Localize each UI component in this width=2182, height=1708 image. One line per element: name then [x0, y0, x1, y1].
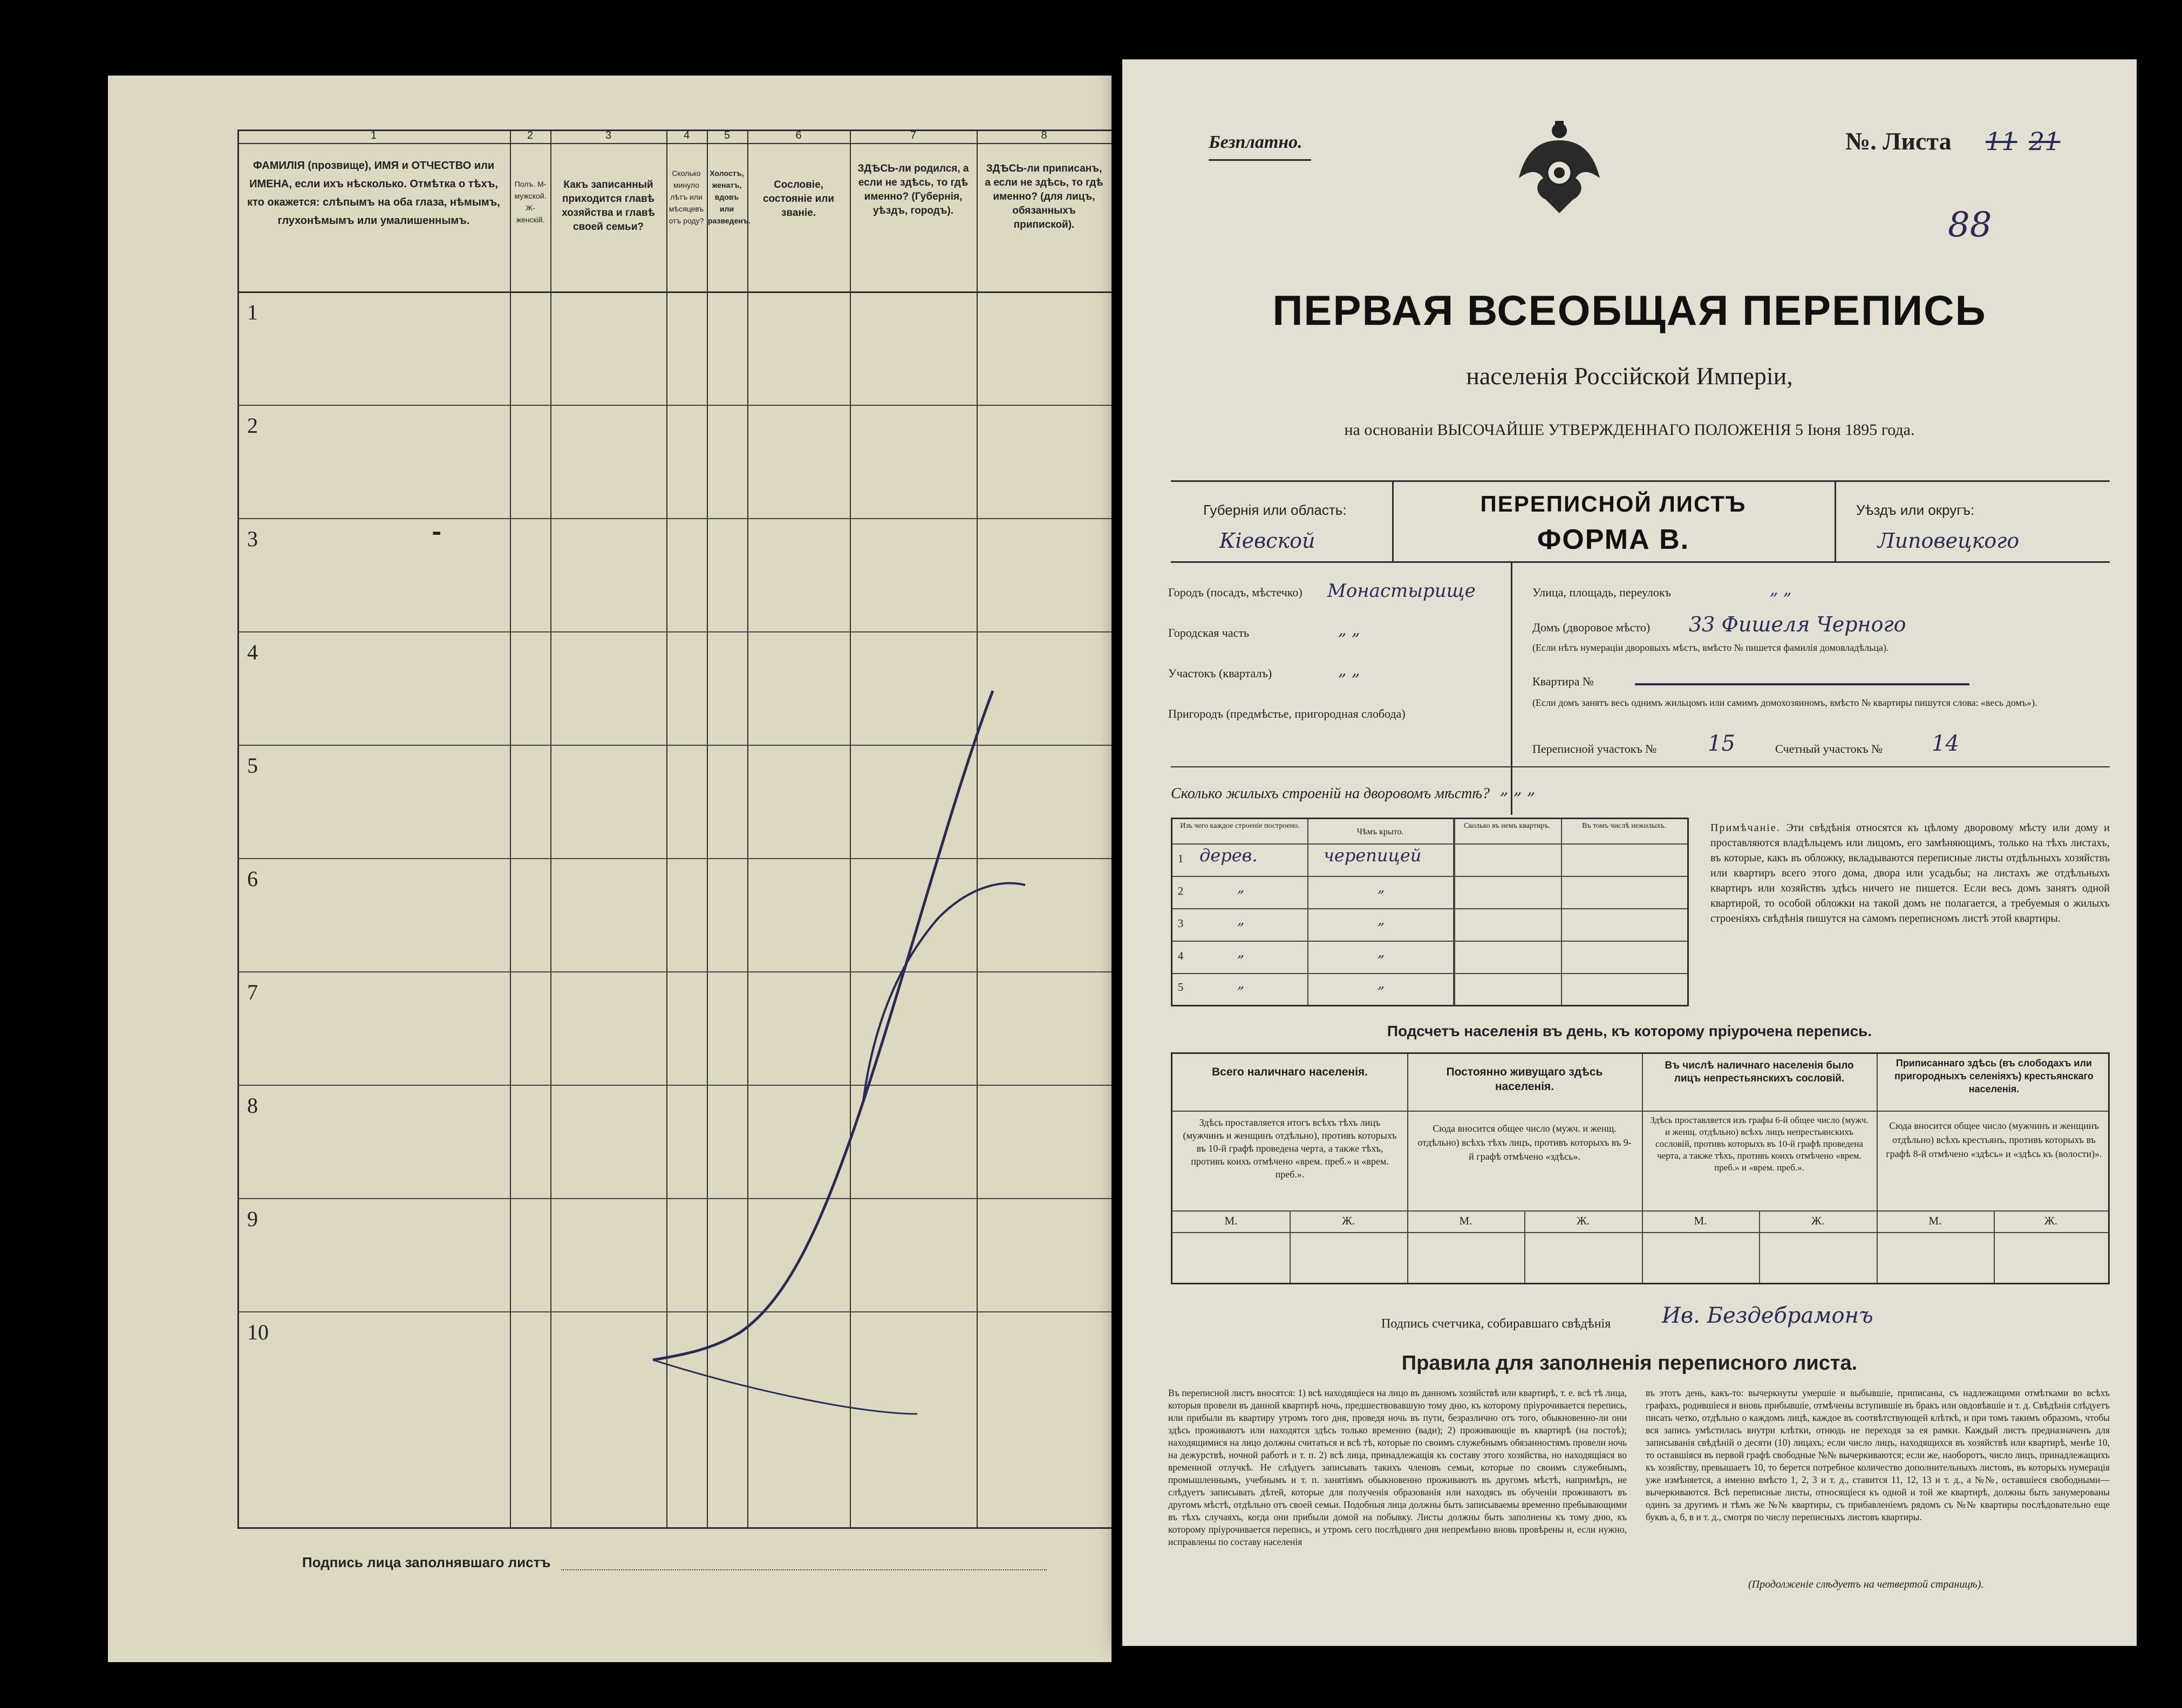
row-number-10: 10	[247, 1320, 269, 1344]
buildings-header-roof: Чѣмъ крыто.	[1356, 827, 1404, 836]
sheet-number-handwritten: 88	[1948, 205, 1992, 245]
column-header-birthplace: ЗДѢСЬ-ли родился, а если не здѣсь, то гдѣ именно? (Губернія, уѣздъ, городъ).	[857, 163, 969, 216]
column-header-relation: Какъ записанный приходится главѣ хозяйства и главѣ своей семьи?	[562, 179, 655, 233]
row-number-3: 3	[247, 527, 258, 551]
buildings-table	[1171, 818, 1689, 1006]
uezd-value: Липовецкого	[1878, 529, 2020, 553]
guberniya-label: Губернія или область:	[1203, 502, 1347, 518]
buildings-row-3-material: „	[1237, 912, 1245, 928]
column-header-age: Сколько минуло лѣтъ или мѣсяцевъ отъ роду?	[669, 169, 704, 225]
field-house-value: 33 Фишеля Черного	[1689, 613, 1906, 636]
tally-header-nonpeasant: Въ числѣ наличнаго населенія было лицъ непрестьянскихъ сословій.	[1665, 1060, 1854, 1084]
buildings-row-2-material: „	[1237, 880, 1245, 896]
row-number-2: 2	[247, 413, 258, 438]
rules-title: Правила для заполненія переписного листа.	[1401, 1352, 1858, 1374]
tally-m-3: М.	[1694, 1214, 1707, 1227]
buildings-row-3-roof: „	[1378, 912, 1385, 928]
tally-m-2: М.	[1459, 1214, 1472, 1227]
right-page	[1122, 59, 2137, 1646]
row-number-5: 5	[247, 753, 258, 778]
field-flat-strike	[1635, 683, 1969, 685]
free-label: Безплатно.	[1209, 132, 1303, 152]
field-city-value: Монастырище	[1327, 580, 1476, 602]
tally-desc-permanent: Сюда вносится общее число (мужч. и женщ. отдѣльно) всѣхъ тѣхъ лицъ, противъ которыхъ въ 9-й графѣ отмѣчено «здѣсь».	[1417, 1123, 1632, 1162]
row-number-6: 6	[247, 867, 258, 891]
sheet-number-struck: 11	[1986, 127, 2017, 156]
field-city-label: Городъ (посадъ, мѣстечко)	[1168, 586, 1303, 599]
tally-desc-registered: Сюда вносится общее число (мужчинъ и женщинъ отдѣльно) всѣхъ крестьянъ, противъ которыхъ въ графѣ 8-й отмѣчено «здѣсь» и «здѣсь къ (волости)».	[1886, 1120, 2102, 1159]
field-house-label: Домъ (дворовое мѣсто)	[1532, 621, 1651, 634]
rules-continued: (Продолженіе слѣдуетъ на четвертой страницѣ).	[1748, 1578, 1984, 1590]
buildings-row-5-roof: „	[1378, 976, 1385, 992]
buildings-row-4-roof: „	[1378, 944, 1385, 961]
sheet-number-struck-2: 21	[2029, 127, 2061, 156]
row-number-4: 4	[247, 640, 258, 664]
tally-zh-4: Ж.	[2044, 1214, 2058, 1227]
buildings-row-1-material: дерев.	[1199, 845, 1258, 866]
buildings-row-4-material: „	[1237, 944, 1245, 961]
buildings-row-2-roof: „	[1378, 880, 1385, 896]
tally-zh-3: Ж.	[1811, 1214, 1825, 1227]
tally-m-4: М.	[1928, 1214, 1942, 1227]
field-quarter-value: „ „	[1338, 661, 1360, 680]
column-number-1: 1	[370, 130, 377, 141]
tally-zh-1: Ж.	[1341, 1214, 1355, 1227]
column-number-7: 7	[910, 130, 917, 141]
census-district-value: 15	[1708, 731, 1735, 756]
field-district-label: Городская часть	[1168, 626, 1250, 639]
sheet-type-line1: ПЕРЕПИСНОЙ ЛИСТЪ	[1480, 491, 1747, 516]
census-basis: на основаніи ВЫСОЧАЙШЕ УТВЕРЖДЕННАГО ПОЛОЖЕНІЯ 5 Іюня 1895 года.	[1344, 421, 1915, 439]
imperial-eagle-icon	[1513, 119, 1605, 216]
census-subtitle: населенія Россійской Имперіи,	[1466, 362, 1793, 390]
column-header-sex: Полъ. М-мужской. Ж-женскій.	[514, 180, 547, 224]
row-number-1: 1	[247, 300, 258, 324]
buildings-answer: „ „ „	[1500, 780, 1536, 799]
buildings-question: Сколько жилыхъ строеній на дворовомъ мѣстѣ?	[1171, 785, 1490, 802]
rules-column-2: въ этотъ день, какъ-то: вычеркнуты умершіе и выбывшіе, приписаны, съ надлежащими отмѣтками во всѣхъ графахъ, родившіеся и вновь прибывшіе, отмѣчены вступившіе въ бракъ или овдовѣвшіе и т. д. Свѣдѣнія слѣдуетъ писать четко, отдѣльно о каждомъ лицѣ, каждое въ соотвѣтствующей клѣткѣ, и при томъ такимъ образомъ, чтобы вся запись умѣстилась внутри клѣтки, отнюдь не переходя за ея рамки. Каждый листъ предназначенъ для записыванія свѣдѣній о десяти (10) лицахъ; если число лицъ, находящихся въ хозяйствѣ или квартирѣ, менѣе 10, то оставшіяся въ первой графѣ свободные №№ вычеркиваются; если же, наоборотъ, число лицъ, принадлежащихъ къ хозяйству, превышаетъ 10, то берется потребное количество дополнительныхъ листовъ, въ которыхъ нумерація уже измѣняется, а именно вмѣсто 1, 2, 3 и т. д., ставится 11, 12, 13 и т. д., а №№, оставшіеся свободными—вычеркиваются. Всѣ переписные листы, относящіеся къ одной и той же квартирѣ, должны быть занумерованы одинъ за другимъ и тѣмъ же №№ квартиры, съ прибавленіемъ рядомъ съ №№ квартиры послѣдовательно еще буквъ а, б, в и т. д., смотря по числу переписныхъ листовъ квартиры.	[1646, 1387, 2110, 1522]
enumerator-label: Подпись счетчика, собиравшаго свѣдѣнія	[1381, 1317, 1611, 1331]
column-number-5: 5	[724, 130, 731, 141]
buildings-header-material: Изъ чего каждое строеніе построено.	[1180, 822, 1300, 830]
buildings-header-nonres: Въ томъ числѣ нежилыхъ.	[1582, 822, 1666, 830]
crossout-stroke	[108, 76, 1112, 1662]
field-flat-note: (Если домъ занятъ весь однимъ жильцомъ или самимъ домохозяиномъ, вмѣсто № квартиры пишутся слова: «весь домъ»).	[1532, 697, 2037, 708]
column-header-registered: ЗДѢСЬ-ли приписанъ, а если не здѣсь, то гдѣ именно? (для лицъ, обязанныхъ припиской).	[985, 163, 1103, 230]
count-district-label: Счетный участокъ №	[1775, 742, 1883, 756]
row3-dash-mark: -	[432, 518, 442, 546]
buildings-header-flats: Сколько въ немъ квартиръ.	[1463, 822, 1551, 830]
buildings-row-1-roof: черепицей	[1324, 845, 1422, 866]
sheet-type-line2: ФОРМА В.	[1537, 524, 1690, 555]
census-district-label: Переписной участокъ №	[1532, 742, 1657, 756]
enumerator-signature: Ив. Бездебрамонъ	[1662, 1303, 1873, 1328]
column-number-8: 8	[1041, 130, 1047, 141]
tally-table	[1171, 1052, 2110, 1284]
row-number-9: 9	[247, 1207, 258, 1231]
note-text: Эти свѣдѣнія относятся къ цѣлому дворовому мѣсту или дому и проставляются владѣльцемъ или лицомъ, его замѣняющимъ, только на тѣхъ листахъ, въ которые, какъ въ обложку, вкладываются переписные листы отдѣльныхъ хозяйствъ или квартиръ всего этого дома, двора или усадьбы; на листахъ же отдѣльныхъ квартиръ или хозяйствъ здѣсь ничего не пишется. Если весь домъ занятъ одной квартирой, то особой обложки на такой домъ не полагается, а требуемыя о жилыхъ строеніяхъ свѣдѣнія пишутся на самомъ переписномъ листѣ этой квартиры.	[1710, 822, 2110, 924]
column-number-6: 6	[795, 130, 802, 141]
note-title: Примѣчаніе.	[1710, 822, 1781, 834]
buildings-note	[1710, 820, 2110, 926]
count-district-value: 14	[1932, 731, 1959, 756]
field-street-value: „ „	[1770, 580, 1792, 599]
tally-header-registered: Приписаннаго здѣсь (въ слободахъ или пригородныхъ селеніяхъ) крестьянскаго населенія.	[1894, 1058, 2094, 1094]
sheet-number-label: №. Листа	[1845, 127, 1952, 155]
buildings-row-5-n: 5	[1177, 981, 1184, 994]
left-signature-label: Подпись лица заполнявшаго листъ	[302, 1554, 551, 1570]
buildings-row-4-n: 4	[1177, 949, 1184, 962]
field-flat-label: Квартира №	[1532, 675, 1594, 688]
tally-desc-total: Здѣсь проставляется итогъ всѣхъ тѣхъ лицъ (мужчинъ и женщинъ отдѣльно), противъ которыхъ въ 10-й графѣ проведена черта, а также тѣхъ, противъ коихъ отмѣчено «врем. преб.» и «врем. преб.».	[1183, 1117, 1397, 1180]
column-header-name: ФАМИЛІЯ (прозвище), ИМЯ и ОТЧЕСТВО или ИМЕНА, если ихъ нѣсколько. Отмѣтка о тѣхъ, кто окажется: слѣпымъ на оба глаза, нѣмымъ, глухонѣмымъ или умалишеннымъ.	[247, 160, 500, 227]
tally-zh-2: Ж.	[1576, 1214, 1590, 1227]
column-number-3: 3	[605, 130, 612, 141]
tally-header-permanent: Постоянно живущаго здѣсь населенія.	[1446, 1066, 1603, 1093]
guberniya-value: Кіевской	[1219, 529, 1315, 553]
field-house-note: (Если нѣтъ нумераціи дворовыхъ мѣстъ, вмѣсто № пишется фамилія домовладѣльца).	[1532, 642, 1889, 653]
field-street-label: Улица, площадь, переулокъ	[1532, 586, 1671, 599]
row-number-8: 8	[247, 1093, 258, 1118]
tally-desc-nonpeasant: Здѣсь проставляется изъ графы 6-й общее число (мужч. и женщ. отдѣльно) всѣхъ лицъ непрестьянскихъ сословій, противъ которыхъ въ 10-й графѣ проведена черта, а также тѣхъ, противъ коихъ отмѣчено «врем. преб.» и «врем. преб.».	[1650, 1115, 1869, 1173]
buildings-row-2-n: 2	[1177, 884, 1184, 897]
tally-title: Подсчетъ населенія въ день, къ которому пріурочена перепись.	[1387, 1023, 1872, 1039]
census-title: ПЕРВАЯ ВСЕОБЩАЯ ПЕРЕПИСЬ	[1272, 287, 1987, 334]
tally-header-total: Всего наличнаго населенія.	[1211, 1066, 1368, 1078]
buildings-row-1-n: 1	[1177, 852, 1184, 865]
buildings-row-3-n: 3	[1177, 917, 1184, 930]
uezd-label: Уѣздъ или округъ:	[1856, 502, 1975, 518]
field-district-value: „ „	[1338, 621, 1360, 639]
column-header-marital: Холостъ, женатъ, вдовъ или разведенъ.	[708, 169, 751, 225]
column-number-2: 2	[527, 130, 534, 141]
field-suburb-label: Пригородъ (предмѣстье, пригородная слобода)	[1168, 707, 1406, 720]
row-number-7: 7	[247, 980, 258, 1004]
column-number-4: 4	[683, 130, 690, 141]
tally-m-1: М.	[1224, 1214, 1238, 1227]
rules-column-1: Въ переписной листъ вносятся: 1) всѣ находящіеся на лицо въ данномъ хозяйствѣ или квартирѣ, т. е. всѣ тѣ лица, которыя провели въ данной квартирѣ ночь, предшествовавшую тому дню, къ которому пріурочивается перепись, или прибыли въ квартиру утромъ того дня, проведя ночь въ пути, безразлично отъ того, обыкновенно-ли они здѣсь проживаютъ или находятся здѣсь только временно (вади); 2) проживающіе въ квартирѣ (на постоѣ); находящимися на лицо должны считаться и всѣ тѣ, которые по своимъ служебнымъ обязанностямъ провели ночь на дежурствѣ, ночной работѣ и т. п. 2) всѣ лица, принадлежащія къ составу этого хозяйства, но находящіяся во временной отлучкѣ. Не слѣдуетъ записывать такихъ членовъ семьи, которые по своимъ служебнымъ, промышленнымъ, учебнымъ и т. п. занятіямъ обыкновенно проживаютъ въ другомъ мѣстѣ, напримѣръ, не слѣдуетъ записывать дѣтей, которые для полученія образованія или находясь въ обученіи проживаютъ въ другомъ мѣстѣ, отдѣльно отъ своей семьи. Подобныя лица должны быть записываемы временно пребывающими въ тѣхъ случаяхъ, когда они прибыли домой на побывку. Листы должны быть заполнены къ тому дню, къ которому пріурочивается перепись, и утромъ сего послѣдняго дня непремѣнно вновь провѣрены и, если нужно, исправлены по составу населенія	[1168, 1387, 1627, 1547]
buildings-row-5-material: „	[1237, 976, 1245, 992]
field-quarter-label: Участокъ (кварталъ)	[1168, 666, 1272, 680]
left-page	[108, 76, 1112, 1662]
column-header-estate: Сословіе, состояніе или званіе.	[762, 179, 835, 219]
